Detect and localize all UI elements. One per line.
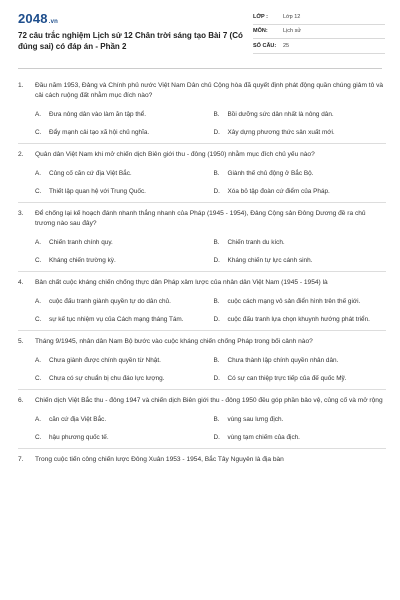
answer-option[interactable] xyxy=(214,312,387,326)
option-text: Chiến tranh chính quy. xyxy=(49,238,113,246)
option-letter: D. xyxy=(213,374,220,382)
answer-option[interactable] xyxy=(214,235,387,249)
option-letter: D. xyxy=(213,433,220,441)
answer-option[interactable] xyxy=(35,107,208,121)
answer-option[interactable] xyxy=(35,412,208,426)
option-text: Đưa nông dân vào làm ăn tập thể. xyxy=(49,110,147,118)
option-text: căn cứ địa Việt Bắc. xyxy=(49,415,107,423)
answer-option[interactable] xyxy=(35,125,208,139)
meta-value: Lịch sử xyxy=(283,28,302,35)
option-text: cuộc đấu tranh giành quyền tự do dân chủ. xyxy=(49,297,171,305)
answer-option[interactable] xyxy=(214,353,387,367)
option-letter: C. xyxy=(35,374,42,382)
option-text: Chưa thành lập chính quyền nhân dân. xyxy=(227,356,339,364)
answer-options xyxy=(35,166,386,198)
option-text: Kháng chiến tự lực cánh sinh. xyxy=(227,256,313,264)
meta-label: LỚP : xyxy=(253,13,268,20)
question-number: 6. xyxy=(18,397,24,404)
question-number: 5. xyxy=(18,338,24,345)
option-text: Có sự can thiệp trực tiếp của đế quốc Mỹ. xyxy=(227,374,347,382)
meta-label: SỐ CÂU: xyxy=(253,42,277,49)
option-letter: D. xyxy=(213,187,220,195)
option-text: Đẩy mạnh cải tạo xã hội chủ nghĩa. xyxy=(49,128,150,136)
option-letter: D. xyxy=(213,128,220,136)
option-text: Chiến tranh du kích. xyxy=(227,238,285,246)
question-item xyxy=(18,390,386,449)
meta-label: MÔN: xyxy=(253,28,268,35)
question-item xyxy=(18,75,386,144)
option-text: cuộc đấu tranh lựa chọn khuynh hướng phát triển. xyxy=(227,315,370,323)
option-letter: C. xyxy=(35,187,42,195)
question-text: Chiến dịch Việt Bắc thu - đông 1947 và chiến dịch Biên giới thu - đông 1950 đều góp phần bảo vệ, củng cố và mở rộng xyxy=(35,397,383,404)
answer-option[interactable] xyxy=(35,253,208,267)
option-text: Chưa giành được chính quyền từ Nhật. xyxy=(49,356,161,364)
page-title: 72 câu trắc nghiệm Lịch sử 12 Chân trời sáng tạo Bài 7 (Có đúng sai) có đáp án - Phần 2 xyxy=(18,31,243,51)
option-letter: A. xyxy=(35,356,42,364)
question-number: 2. xyxy=(18,151,24,158)
option-letter: A. xyxy=(35,110,42,118)
answer-option[interactable] xyxy=(214,125,387,139)
option-letter: C. xyxy=(35,256,42,264)
question-text: Bản chất cuộc kháng chiến chống thực dân Pháp xâm lược của nhân dân Việt Nam (1945 - 1954) là xyxy=(35,279,328,286)
answer-option[interactable] xyxy=(35,353,208,367)
question-text: Đầu năm 1953, Đảng và Chính phủ nước Việt Nam Dân chủ Cộng hòa đã quyết định phát động quần chúng giảm tô và cải cách ruộng đất nhằm mục đích nào? xyxy=(35,82,384,99)
answer-options xyxy=(35,412,386,444)
answer-option[interactable] xyxy=(35,371,208,385)
answer-options xyxy=(35,107,386,139)
question-item xyxy=(18,144,386,203)
answer-option[interactable] xyxy=(35,184,208,198)
logo-text: 2048 xyxy=(18,11,48,26)
option-letter: A. xyxy=(35,297,42,305)
option-letter: B. xyxy=(213,169,220,177)
question-row xyxy=(18,150,386,160)
answer-option[interactable] xyxy=(35,312,208,326)
question-text: Trong cuộc tiến công chiến lược Đông Xuân 1953 - 1954, Bắc Tây Nguyên là địa bàn xyxy=(35,456,284,463)
meta-row-subject xyxy=(253,25,385,40)
option-text: Chưa có sự chuẩn bị chu đáo lực lượng. xyxy=(49,374,165,382)
meta-info xyxy=(253,10,385,54)
page-header xyxy=(0,0,400,64)
option-letter: A. xyxy=(35,169,42,177)
question-number: 4. xyxy=(18,279,24,286)
meta-value: Lớp 12 xyxy=(283,13,301,20)
site-logo[interactable] xyxy=(18,11,58,26)
meta-value: 25 xyxy=(283,42,290,49)
question-item xyxy=(18,331,386,390)
option-letter: B. xyxy=(213,297,220,305)
answer-option[interactable] xyxy=(214,430,387,444)
question-text: Tháng 9/1945, nhân dân Nam Bộ bước vào cuộc kháng chiến chống Pháp trong bối cảnh nào? xyxy=(35,338,313,345)
question-item xyxy=(18,203,386,272)
question-text: Để chống lại kế hoạch đánh nhanh thắng nhanh của Pháp (1945 - 1954), Đảng Cộng sản Đông Dương đề ra chủ trương nào sau đây? xyxy=(35,210,366,227)
answer-option[interactable] xyxy=(214,166,387,180)
question-row xyxy=(18,209,386,229)
question-row xyxy=(18,396,386,406)
answer-option[interactable] xyxy=(214,107,387,121)
question-row xyxy=(18,81,386,101)
answer-option[interactable] xyxy=(214,371,387,385)
header-divider xyxy=(18,68,382,69)
option-letter: D. xyxy=(213,315,220,323)
option-letter: A. xyxy=(35,415,42,423)
option-text: sự kế tục nhiệm vụ của Cách mạng tháng Tám. xyxy=(49,315,184,323)
option-letter: B. xyxy=(213,415,220,423)
option-text: hậu phương quốc tế. xyxy=(49,433,109,441)
option-letter: C. xyxy=(35,315,42,323)
question-number: 1. xyxy=(18,82,24,89)
option-letter: C. xyxy=(35,128,42,136)
option-text: Kháng chiến trường kỳ. xyxy=(49,256,116,264)
question-row xyxy=(18,337,386,347)
answer-option[interactable] xyxy=(214,412,387,426)
answer-options xyxy=(35,294,386,326)
question-list xyxy=(18,75,386,469)
option-text: vùng tạm chiếm của địch. xyxy=(227,433,300,441)
answer-options xyxy=(35,235,386,267)
question-row xyxy=(18,455,386,465)
question-row xyxy=(18,278,386,288)
option-text: cuộc cách mạng vô sản điển hình trên thế giới. xyxy=(227,297,361,305)
option-text: Xóa bỏ tập đoàn cứ điểm của Pháp. xyxy=(227,187,330,195)
option-letter: B. xyxy=(213,110,220,118)
answer-option[interactable] xyxy=(35,430,208,444)
answer-option[interactable] xyxy=(35,294,208,308)
option-text: Xây dựng phương thức sản xuất mới. xyxy=(227,128,335,136)
question-item xyxy=(18,272,386,331)
option-text: Giành thế chủ động ở Bắc Bộ. xyxy=(227,169,314,177)
answer-option[interactable] xyxy=(214,294,387,308)
option-letter: B. xyxy=(213,356,220,364)
meta-row-class xyxy=(253,10,385,25)
option-text: Bồi dưỡng sức dân nhất là nông dân. xyxy=(227,110,334,118)
option-letter: B. xyxy=(213,238,220,246)
option-text: Thiết lập quan hệ với Trung Quốc. xyxy=(49,187,146,195)
answer-option[interactable] xyxy=(35,166,208,180)
option-letter: C. xyxy=(35,433,42,441)
logo-suffix: .vn xyxy=(48,19,59,25)
option-letter: A. xyxy=(35,238,42,246)
option-text: Củng cố căn cứ địa Việt Bắc. xyxy=(49,169,132,177)
answer-option[interactable] xyxy=(214,253,387,267)
question-item xyxy=(18,449,386,469)
option-text: vùng sau lưng địch. xyxy=(227,415,284,423)
question-number: 7. xyxy=(18,456,24,463)
question-text: Quân dân Việt Nam khi mở chiến dịch Biên giới thu - đông (1950) nhằm mục đích chủ yếu nào? xyxy=(35,151,315,158)
question-number: 3. xyxy=(18,210,24,217)
answer-options xyxy=(35,353,386,385)
answer-option[interactable] xyxy=(214,184,387,198)
answer-option[interactable] xyxy=(35,235,208,249)
option-letter: D. xyxy=(213,256,220,264)
meta-row-count xyxy=(253,39,385,54)
